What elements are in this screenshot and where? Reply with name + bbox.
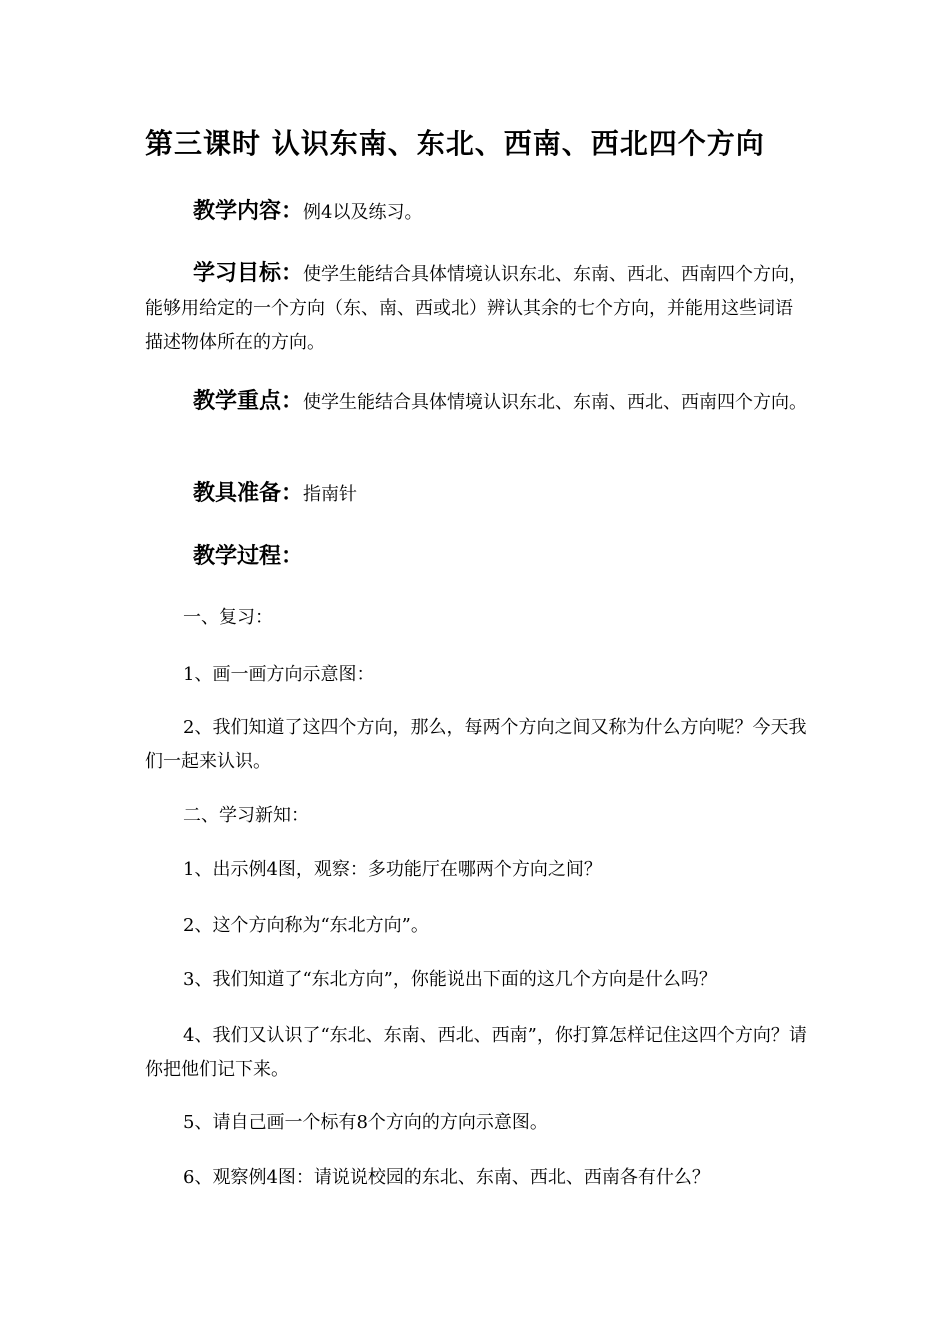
page-title: 第三课时 认识东南、东北、西南、西北四个方向: [145, 127, 765, 160]
section-goal: [145, 257, 810, 360]
section-tools-label: 教具准备：: [193, 481, 304, 506]
list-item: 6、观察例4图：请说说校园的东北、东南、西北、西南各有什么？: [183, 1167, 710, 1188]
list-item: 4、我们又认识了“东北、东南、西北、西南”，你打算怎样记住这四个方向？请你把他们记下来。: [145, 1025, 807, 1080]
section-focus-text: 使学生能结合具体情境认识东北、东南、西北、西南四个方向。: [303, 392, 808, 413]
list-item: 一、复习：: [183, 607, 273, 628]
section-goal-text: 使学生能结合具体情境认识东北、东南、西北、西南四个方向，能够用给定的一个方向（东、南、西或北）辨认其余的七个方向，并能用这些词语描述物体所在的方向。: [145, 264, 808, 353]
section-content-label: 教学内容：: [193, 199, 304, 224]
list-item: 1、出示例4图，观察：多功能厅在哪两个方向之间？: [183, 859, 602, 880]
section-goal-label: 学习目标：: [193, 261, 304, 286]
section-focus: [145, 385, 810, 420]
section-content-text: 例4以及练习。: [303, 202, 423, 223]
section-process-label: 教学过程：: [193, 544, 304, 569]
list-item: 1、画一画方向示意图：: [183, 664, 375, 685]
list-item: 2、这个方向称为“东北方向”。: [183, 915, 429, 936]
section-tools-text: 指南针: [303, 484, 358, 505]
section-process: [145, 540, 810, 575]
list-item: 二、学习新知：: [183, 805, 309, 826]
list-item: 5、请自己画一个标有8个方向的方向示意图。: [183, 1112, 548, 1133]
section-tools: [145, 477, 810, 512]
list-item: 3、我们知道了“东北方向”，你能说出下面的这几个方向是什么吗？: [183, 969, 717, 990]
section-focus-label: 教学重点：: [193, 389, 304, 414]
list-item: 2、我们知道了这四个方向，那么，每两个方向之间又称为什么方向呢？今天我们一起来认识。: [145, 717, 807, 772]
section-content: [145, 195, 810, 230]
